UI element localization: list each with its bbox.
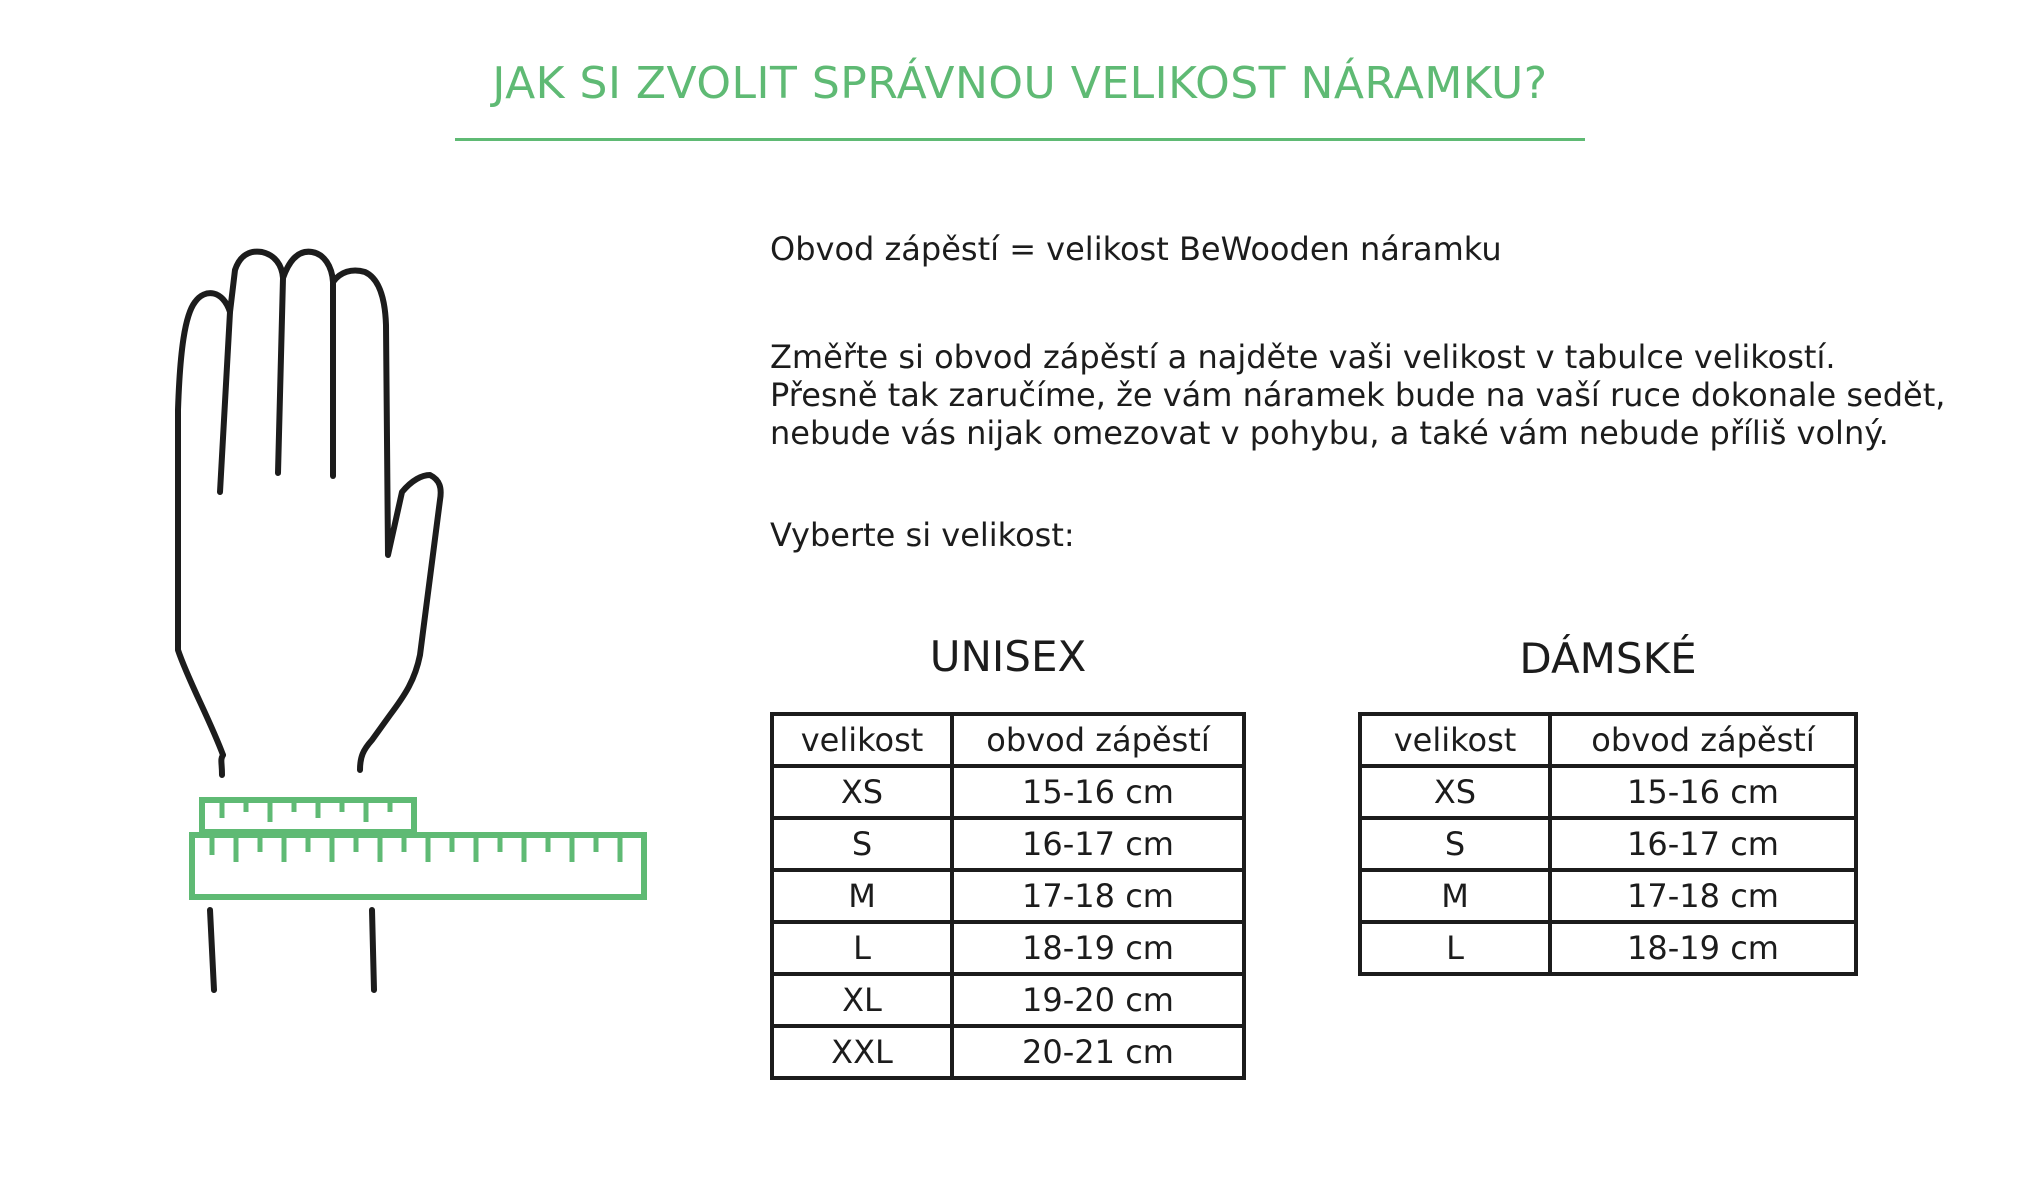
table-row: [1360, 766, 1856, 818]
select-size-prompt: Vyberte si velikost:: [770, 516, 1075, 554]
table-row: [772, 870, 1244, 922]
wrist-cell: 20-21 cm: [952, 1026, 1244, 1078]
table-row: [1360, 818, 1856, 870]
size-cell: M: [1360, 870, 1550, 922]
unisex-heading: UNISEX: [929, 632, 1087, 681]
wrist-cell: 18-19 cm: [952, 922, 1244, 974]
wrist-cell: 17-18 cm: [952, 870, 1244, 922]
column-header-size: velikost: [1360, 714, 1550, 766]
table-row: [1360, 922, 1856, 974]
table-row: [772, 766, 1244, 818]
column-header-wrist: obvod zápěstí: [952, 714, 1244, 766]
size-cell: XL: [772, 974, 952, 1026]
size-cell: XS: [1360, 766, 1550, 818]
wrist-cell: 15-16 cm: [1550, 766, 1856, 818]
table-row: [772, 974, 1244, 1026]
hand-with-measuring-ruler-icon: [150, 230, 670, 1010]
instruction-line: Změřte si obvod zápěstí a najděte vaši velikost v tabulce velikostí.: [770, 338, 1836, 376]
measuring-instructions: [770, 338, 1945, 452]
wrist-equation-text: Obvod zápěstí = velikost BeWooden náramku: [770, 230, 1502, 268]
instruction-line: nebude vás nijak omezovat v pohybu, a také vám nebude příliš volný.: [770, 414, 1889, 452]
wrist-cell: 19-20 cm: [952, 974, 1244, 1026]
table-row: [772, 1026, 1244, 1078]
womens-heading: DÁMSKÉ: [1519, 634, 1697, 683]
column-header-wrist: obvod zápěstí: [1550, 714, 1856, 766]
table-header-row: [772, 714, 1244, 766]
wrist-cell: 15-16 cm: [952, 766, 1244, 818]
page-title: JAK SI ZVOLIT SPRÁVNOU VELIKOST NÁRAMKU?: [492, 58, 1548, 109]
column-header-size: velikost: [772, 714, 952, 766]
wrist-cell: 18-19 cm: [1550, 922, 1856, 974]
size-cell: XXL: [772, 1026, 952, 1078]
unisex-size-table: [770, 712, 1246, 1080]
table-row: [772, 818, 1244, 870]
table-row: [1360, 870, 1856, 922]
womens-size-table: [1358, 712, 1858, 976]
size-cell: L: [1360, 922, 1550, 974]
size-cell: XS: [772, 766, 952, 818]
wrist-cell: 16-17 cm: [952, 818, 1244, 870]
size-cell: M: [772, 870, 952, 922]
wrist-cell: 17-18 cm: [1550, 870, 1856, 922]
table-header-row: [1360, 714, 1856, 766]
size-cell: S: [772, 818, 952, 870]
title-divider: [455, 138, 1585, 141]
size-cell: L: [772, 922, 952, 974]
instruction-line: Přesně tak zaručíme, že vám náramek bude na vaší ruce dokonale sedět,: [770, 376, 1946, 414]
size-cell: S: [1360, 818, 1550, 870]
wrist-cell: 16-17 cm: [1550, 818, 1856, 870]
table-row: [772, 922, 1244, 974]
